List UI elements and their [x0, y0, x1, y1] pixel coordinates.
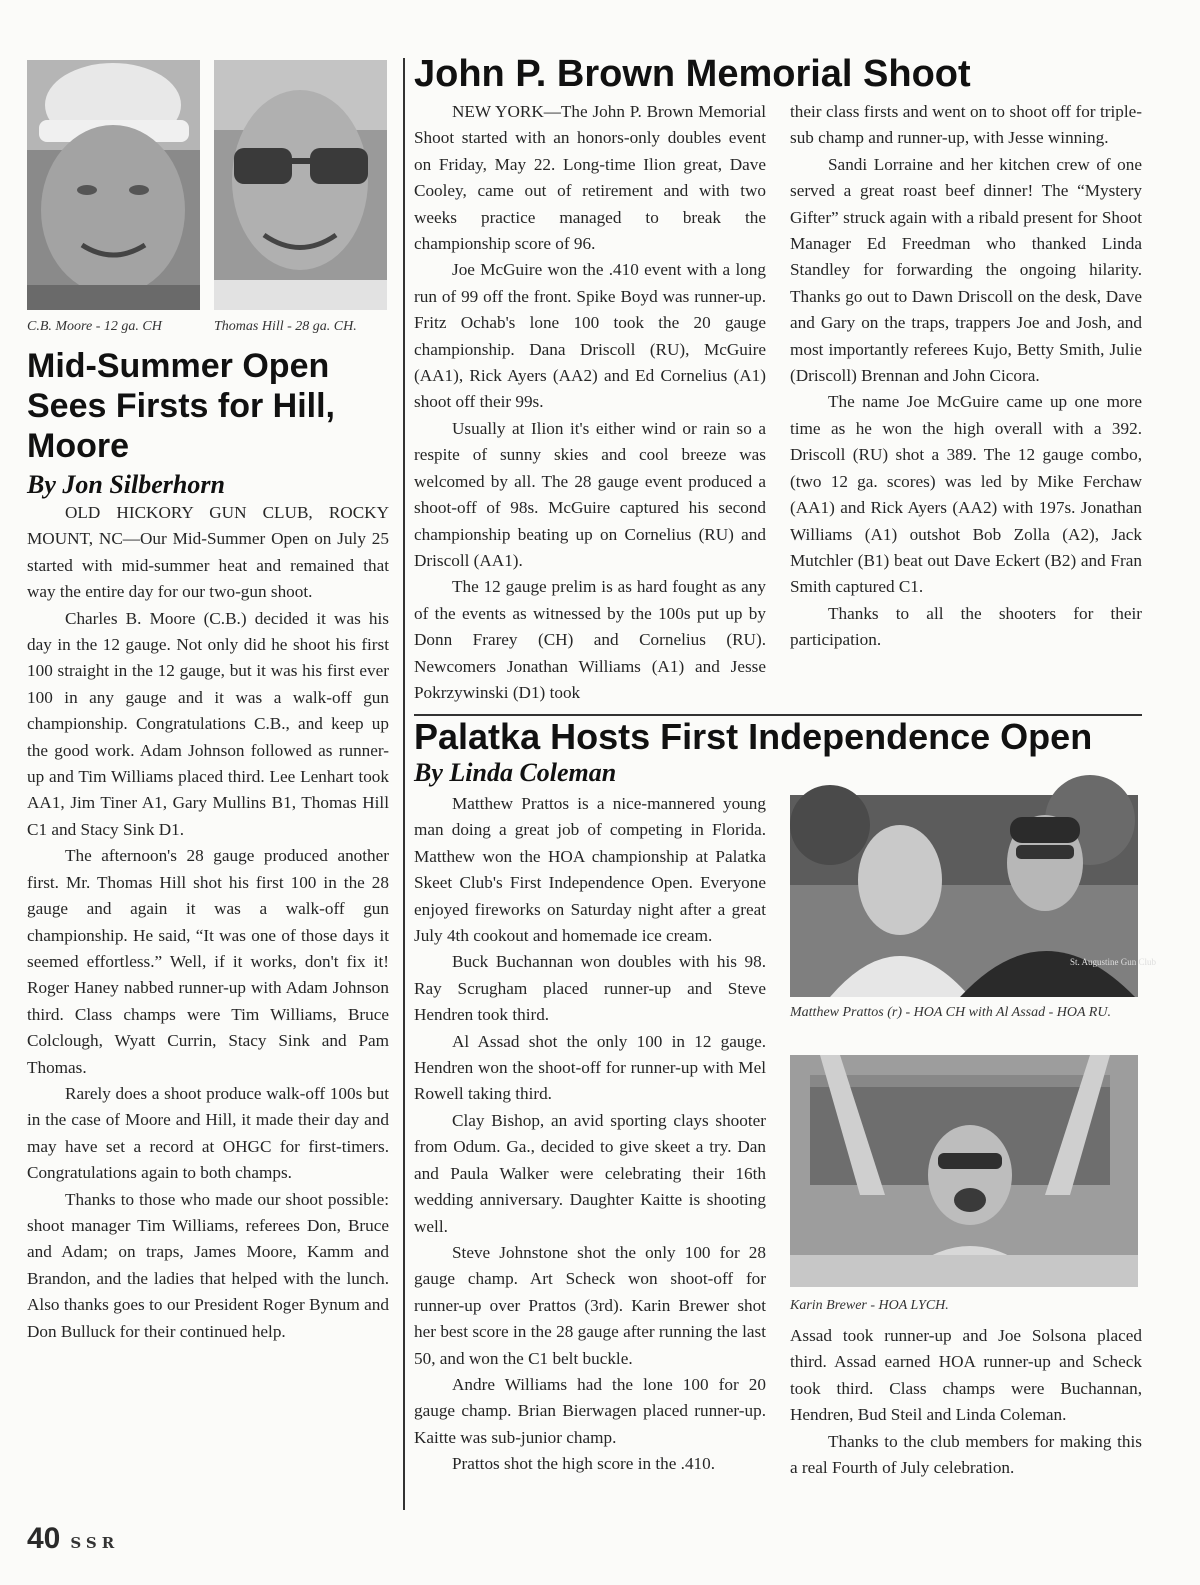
paragraph: Joe McGuire won the .410 event with a long run of 99 off the front. Spike Boyd was runner-up. Fritz Ochab's lone 100 took the 20 gauge championship. Dana Driscoll (RU), McGuire (AA1), Rick Ayers (AA2) and Ed Cornelius (A1) shoot off their 99s.: [414, 260, 766, 412]
magazine-name: SSR: [70, 1534, 120, 1552]
article-palatka-col1: [414, 791, 766, 1478]
article-brown-col1: [414, 99, 766, 706]
thomas-hill-image: [214, 60, 387, 310]
photo-prattos-assad: [790, 795, 1157, 997]
article-mid-summer-body: [27, 500, 389, 1345]
page-footer: [27, 1522, 119, 1556]
paragraph: Steve Johnstone shot the only 100 for 28 gauge champ. Art Scheck won shoot-off for runner-up over Prattos (3rd). Karin Brewer shot her best score in the 28 gauge after running the last 50, and won the C1 belt buckle.: [414, 1242, 766, 1368]
paragraph: Rarely does a shoot produce walk-off 100s but in the case of Moore and Hill, it made their day and may have set a record at OHGC for first-timers. Congratulations again to both champs.: [27, 1083, 389, 1183]
photo-cb-moore: [27, 60, 200, 310]
caption-prattos-assad: Matthew Prattos (r) - HOA CH with Al Assad - HOA RU.: [790, 1005, 1111, 1020]
column-divider: [403, 58, 405, 1510]
headline-mid-summer-open: Mid-Summer Open Sees Firsts for Hill, Moore: [27, 347, 335, 465]
page-number: 40: [27, 1522, 61, 1555]
byline-linda-coleman: By Linda Coleman: [414, 758, 617, 787]
headline-john-p-brown: John P. Brown Memorial Shoot: [414, 53, 971, 95]
paragraph: Clay Bishop, an avid sporting clays shooter from Odum. Ga., decided to give skeet a try. Dan and Paula Walker were celebrating their 16th wedding anniversary. Daughter Kaitte is shooting well.: [414, 1110, 766, 1236]
karin-brewer-image: [790, 1055, 1138, 1287]
article-brown-col2: [790, 99, 1142, 654]
paragraph: Buck Buchannan won doubles with his 98. Ray Scrugham placed runner-up and Steve Hendren took third.: [414, 952, 766, 1025]
caption-cb-moore: C.B. Moore - 12 ga. CH: [27, 319, 162, 334]
paragraph: Al Assad shot the only 100 in 12 gauge. Hendren won the shoot-off for runner-up with Mel Rowell taking third.: [414, 1031, 766, 1104]
byline-jon-silberhorn: By Jon Silberhorn: [27, 470, 225, 499]
paragraph: Usually at Ilion it's either wind or rain so a respite of sunny skies and cool breeze was welcomed by all. The 28 gauge event produced a shoot-off of 98s. McGuire captured his second championship beating up on Cornelius (RU) and Driscoll (AA1).: [414, 418, 766, 570]
paragraph: Sandi Lorraine and her kitchen crew of one served a great roast beef dinner! The “Mystery Gifter” struck again with a ribald present for Shoot Manager Ed Freedman who thanked Linda Standley for forwarding the ongoing hilarity. Thanks go out to Dawn Driscoll on the desk, Dave and Gary on the traps, trappers Joe and Josh, and most importantly referees Kujo, Betty Smith, Julie (Driscoll) Brennan and John Cicora.: [790, 154, 1142, 386]
headline-palatka: Palatka Hosts First Independence Open: [414, 716, 1093, 757]
caption-thomas-hill: Thomas Hill - 28 ga. CH.: [214, 319, 357, 334]
paragraph: Matthew Prattos is a nice-mannered young man doing a great job of competing in Florida. Matthew won the HOA championship at Palatka Skeet Club's First Independence Open. Everyone enjoyed fireworks on Saturday night after a great July 4th cookout and homemade ice cream.: [414, 794, 766, 946]
paragraph: The 12 gauge prelim is as hard fought as any of the events as witnessed by the 100s put up by Donn Frarey (CH) and Cornelius (RU). Newcomers Jonathan Williams (A1) and Jesse Pokrzywinski (D1) took: [414, 577, 766, 702]
paragraph: Thanks to the club members for making this a real Fourth of July celebration.: [790, 1431, 1142, 1478]
paragraph: Prattos shot the high score in the .410.: [452, 1454, 716, 1474]
paragraph: Assad took runner-up and Joe Solsona placed third. Assad earned HOA runner-up and Scheck took third. Class champs were Buchannan, Hendren, Bud Steil and Linda Coleman.: [790, 1326, 1142, 1425]
cb-moore-image: [27, 60, 200, 310]
paragraph: Thanks to all the shooters for their participation.: [790, 603, 1142, 650]
caption-karin-brewer: Karin Brewer - HOA LYCH.: [790, 1298, 949, 1313]
prattos-assad-image: [790, 795, 1157, 997]
paragraph: NEW YORK—The John P. Brown Memorial Shoot started with an honors-only doubles event on Friday, May 22. Long-time Ilion great, Dave Cooley, came out of retirement and with two weeks practice managed to break the championship score of 96.: [414, 102, 766, 254]
photo-karin-brewer: [790, 1055, 1138, 1287]
photo-thomas-hill: [214, 60, 387, 310]
paragraph: Thanks to those who made our shoot possible: shoot manager Tim Williams, referees Don, Bruce and Adam; on traps, James Moore, Kamm and Brandon, and the ladies that helped with the lunch. Also thanks goes to our President Roger Bynum and Don Bulluck for their continued help.: [27, 1189, 389, 1341]
paragraph: OLD HICKORY GUN CLUB, ROCKY MOUNT, NC—Our Mid-Summer Open on July 25 started with mid-summer heat and remained that way the entire day for our two-gun shoot.: [27, 503, 389, 602]
paragraph: Charles B. Moore (C.B.) decided it was his day in the 12 gauge. Not only did he shoot his first 100 straight in the 12 gauge, but it was his first ever 100 in any gauge and it was a walk-off gun championship. Congratulations C.B., and keep up the good work. Adam Johnson followed as runner-up and Tim Williams placed third. Lee Lenhart took AA1, Jim Tiner A1, Gary Mullins B1, Thomas Hill C1 and Stacy Sink D1.: [27, 608, 389, 839]
gun-club-cap-text: St. Augustine Gun Club: [1070, 957, 1157, 967]
paragraph: their class firsts and went on to shoot off for triple-sub champ and runner-up, with Jesse winning.: [790, 102, 1142, 148]
paragraph: Andre Williams had the lone 100 for 20 gauge champ. Brian Bierwagen placed runner-up. Kaitte was sub-junior champ.: [414, 1374, 766, 1447]
article-palatka-col2: [790, 1323, 1142, 1481]
paragraph: The afternoon's 28 gauge produced another first. Mr. Thomas Hill shot his first 100 in the 28 gauge and again it was a walk-off gun championship. He said, “It was one of those days it seemed effortless.” Well, if it works, don't fix it! Roger Haney nabbed runner-up with Adam Johnson third. Class champs were Tim Williams, Bruce Colclough, Wyatt Currin, Stacy Sink and Pam Thomas.: [27, 846, 389, 1077]
paragraph: The name Joe McGuire came up one more time as he won the high overall with a 392. Driscoll (RU) shot a 389. The 12 gauge combo, (two 12 ga. scores) was led by Mike Ferchaw (AA1) and Rick Ayers (AA2) with 197s. Jonathan Williams (A1) outshot Bob Zolla (A2), Jack Mutchler (B1) beat out Dave Eckert (B2) and Fran Smith captured C1.: [790, 392, 1142, 597]
